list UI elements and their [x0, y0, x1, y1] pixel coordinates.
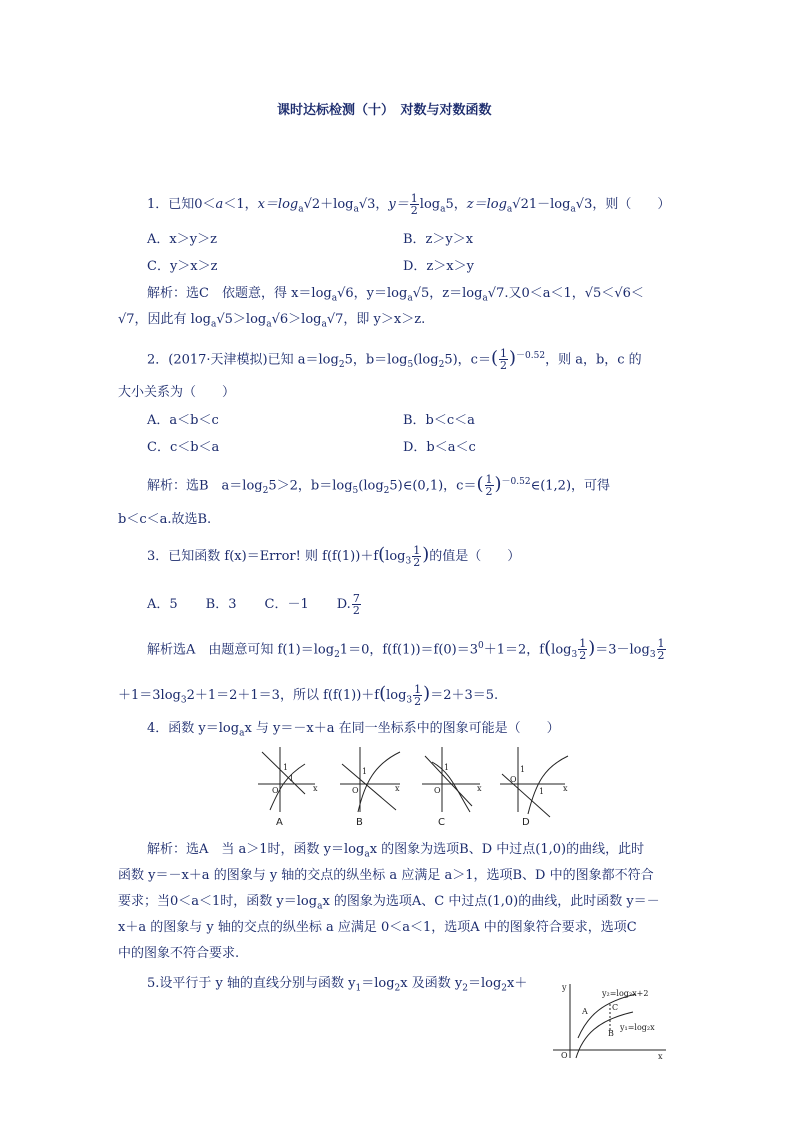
solution-1-line-2: √7，因此有 $\log_a√5>\log_a√6>\log_a√7$，即 y＞x＞z.: [118, 312, 426, 330]
solution-2-line-2: b＜c＜a.故选B.: [118, 512, 212, 527]
question-5-stem: 5.设平行于 y 轴的直线分别与函数 $y_1=\log_2x$ 及函数 $y_2=\log_2x+$: [147, 976, 528, 994]
q5-point-a: A: [582, 1007, 588, 1016]
q5-y1-label: y₁=log₂x: [620, 1023, 655, 1032]
option-c: C．y＞x＞z: [147, 259, 218, 274]
solution-4-line-1: 解析：选A 当 a＞1时，函数 $y=\log_ax$ 的图象为选项B、D 中过点(1,0)的曲线，此时: [147, 842, 645, 860]
fig-b-origin: O: [352, 786, 359, 795]
q5-x-axis: x: [658, 1052, 663, 1061]
fig-c-origin: O: [434, 786, 441, 795]
page-title: 课时达标检测（十） 对数与对数函数: [277, 103, 492, 118]
q5-point-b: B: [608, 1029, 614, 1038]
solution-3-line-1: 解析选A 由题意可知 $f(1)=\log_21=0$，$f(f(1))=f(0)=3^0+1=2$，$f(\log_3$ $\frac{1}{2}$ )$=3-\log_3$ $\frac{1}{2}$: [147, 637, 665, 663]
q2-option-b: B．b＜c＜a: [403, 413, 475, 428]
question-2-stem: 2．(2017·天津模拟)已知 $a=\log_25$，$b=\log_5(\log_25)$，c＝( $\frac{1}{2}$ )$^{-0.52}$，则 a，b，c 的: [147, 347, 642, 373]
fig-label-a: A: [276, 817, 283, 828]
figure-c: [422, 747, 480, 812]
fraction-half: $\frac{1}{2}$: [410, 192, 418, 217]
question-3-stem: 3．已知函数 f(x)＝Error! 则 $f(f(1))+f(\log_3$ $\frac{1}{2}$ )的值是（ ）: [147, 544, 521, 569]
figure-b: [340, 747, 400, 812]
q5-y2-label: y₂=log₂x+2: [602, 989, 649, 998]
solution-4-line-3: 要求；当0＜a＜1时，函数 $y=\log_ax$ 的图象为选项A、C 中过点(1,0)的曲线，此时函数 y＝－: [118, 894, 660, 912]
option-a: A．x＞y＞z: [147, 232, 217, 247]
fig-label-c: C: [438, 817, 445, 828]
q3-options: A．5 B．3 C．－1 D. $\frac{7}{2}$: [147, 592, 360, 617]
option-b: B．z＞y＞x: [403, 232, 474, 247]
q4-figures: [250, 742, 590, 832]
fig-d-one-y: 1: [520, 765, 526, 774]
fig-label-b: B: [356, 817, 363, 828]
fig-a-one-y: 1: [283, 763, 289, 772]
question-4-stem: 4．函数 $y=\log_ax$ 与 y＝－x＋a 在同一坐标系中的图象可能是（ ）: [147, 721, 560, 739]
solution-4-line-5: 中的图象不符合要求.: [118, 946, 240, 961]
solution-4-line-4: x＋a 的图象与 y 轴的交点的纵坐标 a 应满足 0＜a＜1，选项A 中的图象符合要求，选项C: [118, 920, 637, 935]
fig-a-one-x: 1: [289, 774, 295, 783]
q2-option-d: D．b＜a＜c: [403, 440, 476, 455]
fig-b-one: 1: [362, 767, 368, 776]
fig-c-one: 1: [444, 763, 450, 772]
fig-a-origin: O: [272, 786, 279, 795]
q5-point-c: C: [612, 1003, 619, 1012]
q5-y-axis: y: [562, 983, 567, 992]
q2-option-a: A．a＜b＜c: [147, 413, 219, 428]
q5-figure: [548, 980, 673, 1062]
q2-option-c: C．c＜b＜a: [147, 440, 220, 455]
fig-d-one-x: 1: [539, 787, 545, 796]
fig-d-x: x: [563, 784, 568, 793]
question-1-stem: 1．已知0＜a＜1，$x=\log_a√2+\log_a√3$，y＝ $\frac{1}{2}$ $\log_a5$，$z=\log_a√21-\log_a√3$，则（ ）: [147, 192, 671, 217]
option-d: D．z＞x＞y: [403, 259, 474, 274]
solution-2-line-1: 解析：选B $a=\log_25>2$，$b=\log_5(\log_25)\in(0,1)$，c＝( $\frac{1}{2}$ )$^{-0.52}$∈(1,2)，可得: [147, 473, 611, 499]
fig-label-d: D: [522, 817, 530, 828]
solution-3-line-2: $+1=3\log_32+1=2+1=3$，所以 $f(f(1))+f(\log_3$ $\frac{1}{2}$ )＝2＋3＝5.: [118, 683, 499, 708]
solution-1-line-1: 解析：选C 依题意，得 $x=\log_a√6$，$y=\log_a√5$，$z=\log_a√7$.又0＜a＜1，√5＜√6＜: [147, 286, 644, 304]
fig-c-x: x: [477, 784, 482, 793]
question-2-stem-line-2: 大小关系为（ ）: [118, 385, 236, 400]
fig-b-x: x: [395, 784, 400, 793]
q5-origin: O: [561, 1051, 568, 1060]
fig-a-x: x: [313, 784, 318, 793]
solution-4-line-2: 函数 y＝－x＋a 的图象与 y 轴的交点的纵坐标 a 应满足 a＞1，选项B、D 中的图象都不符合: [118, 868, 654, 883]
fig-d-origin: O: [510, 775, 517, 784]
figure-a: [258, 747, 315, 812]
